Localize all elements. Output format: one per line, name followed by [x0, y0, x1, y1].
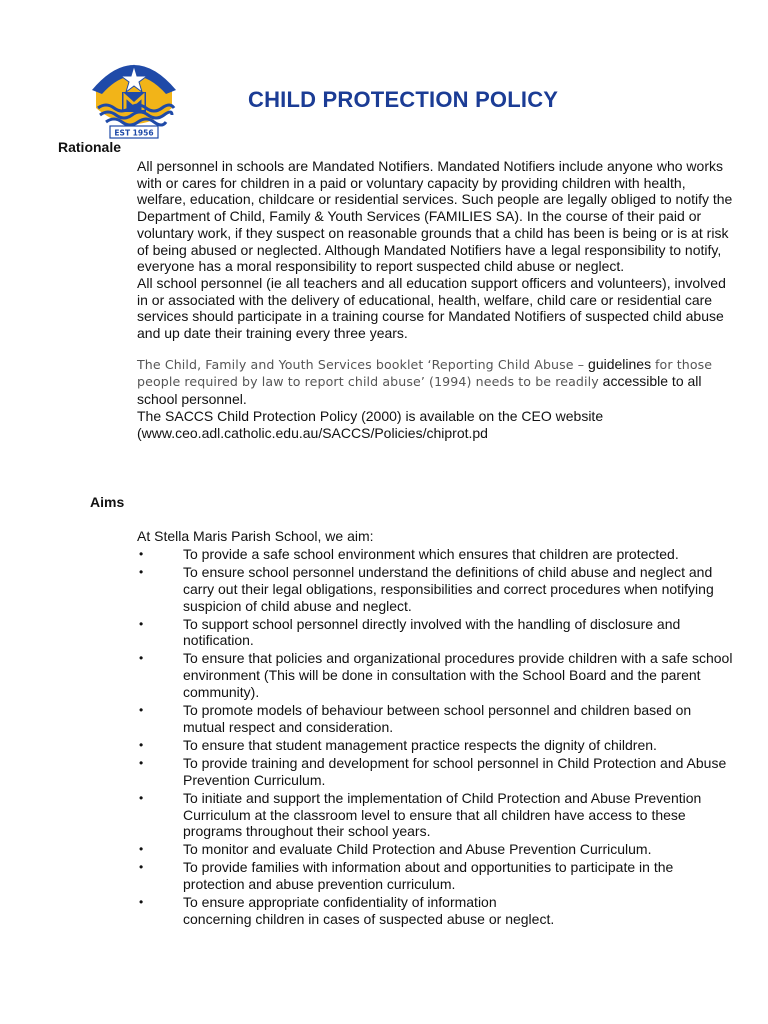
aims-item-text: To provide training and development for school personnel in Child Protection and Abuse Prevention Curriculum. — [183, 754, 727, 788]
aims-item-text: To support school personnel directly involved with the handling of disclosure and notification. — [183, 615, 681, 649]
bullet-icon: • — [139, 546, 144, 561]
aims-list — [137, 546, 737, 928]
aims-list-item — [137, 894, 737, 928]
stella-maris-crest-icon — [86, 50, 182, 142]
aims-list-item — [137, 564, 737, 615]
booklet-text-4: accessible to all school personnel. — [137, 373, 702, 408]
aims-item-text: To initiate and support the implementation of Child Protection and Abuse Prevention Curriculum at the classroom level to ensure that all children have access to these programs throughout their school years. — [183, 789, 702, 840]
aims-list-item — [137, 702, 737, 736]
bullet-icon: • — [139, 564, 144, 579]
aims-item-text: To ensure school personnel understand the definitions of child abuse and neglect and carry out their legal obligations, responsibilities and correct procedures when notifying suspicion of child abuse and neglect. — [183, 563, 714, 614]
aims-list-item — [137, 650, 737, 701]
aims-item-text: To monitor and evaluate Child Protection and Abuse Prevention Curriculum. — [183, 841, 652, 858]
page-title: CHILD PROTECTION POLICY — [248, 87, 559, 112]
bullet-icon: • — [139, 895, 144, 910]
aims-section — [137, 528, 737, 929]
rationale-booklet-paragraph — [137, 356, 737, 408]
logo-est-text: EST 1956 — [114, 128, 154, 138]
rationale-paragraph-1: All personnel in schools are Mandated Notifiers. Mandated Notifiers include anyone who works with or cares for children in a paid or voluntary capacity by providing children with health, welfare, education, childcare or residential services. Such people are legally obliged to notify the Department of Child, Family & Youth Services (FAMILIES SA). In the course of their paid or voluntary work, if they suspect on reasonable grounds that a child has been is being or is at risk of being abused or neglected. Although Mandated Notifiers have a legal responsibility to notify, everyone has a moral responsibility to report suspected child abuse or neglect. — [137, 158, 733, 275]
aims-item-text: To promote models of behaviour between school personnel and children based on mutual respect and consideration. — [183, 702, 692, 735]
aims-item-text-line-1: To ensure appropriate confidentiality of information — [183, 894, 497, 911]
aims-item-text: To ensure that student management practice respects the dignity of children. — [183, 736, 657, 753]
aims-item-text: To ensure that policies and organizational procedures provide children with a safe school environment (This will be done in consultation with the School Board and the parent community). — [183, 650, 733, 701]
rationale-heading: Rationale — [58, 139, 122, 155]
school-logo — [86, 50, 182, 142]
bullet-icon: • — [139, 860, 144, 875]
aims-intro: At Stella Maris Parish School, we aim: — [137, 528, 374, 544]
aims-list-item — [137, 755, 737, 789]
booklet-text-1: The Child, Family and Youth Services booklet ‘Reporting Child Abuse – — [137, 356, 585, 372]
aims-item-text: To provide a safe school environment which ensures that children are protected. — [183, 545, 679, 562]
aims-list-item — [137, 841, 737, 858]
booklet-text-3: for those people required by law to report child abuse’ (1994) needs to be readily — [137, 356, 713, 390]
aims-list-item — [137, 616, 737, 650]
aims-list-item — [137, 546, 737, 563]
bullet-icon: • — [139, 842, 144, 857]
bullet-icon: • — [139, 616, 144, 631]
aims-list-item — [137, 790, 737, 841]
aims-item-text: To provide families with information about and opportunities to participate in the protection and abuse prevention curriculum. — [183, 859, 674, 893]
aims-list-item — [137, 737, 737, 754]
aims-item-text-line-2: concerning children in cases of suspected abuse or neglect. — [183, 910, 555, 927]
aims-list-item — [137, 859, 737, 893]
booklet-text-2: guidelines — [584, 355, 655, 372]
aims-heading: Aims — [90, 494, 125, 510]
bullet-icon: • — [139, 790, 144, 805]
logo-name-text: STELLA MARIS — [95, 50, 173, 79]
bullet-icon: • — [139, 651, 144, 666]
bullet-icon: • — [139, 755, 144, 770]
rationale-paragraph-2: All school personnel (ie all teachers and all education support officers and volunteers), involved in or associated with the delivery of educational, health, welfare, child care or residential care services should participate in a training course for Mandated Notifiers of suspected child abuse and up date their training every three years. — [137, 274, 726, 342]
rationale-section — [137, 158, 737, 441]
bullet-icon: • — [139, 703, 144, 718]
rationale-saccs-paragraph: The SACCS Child Protection Policy (2000) is available on the CEO website (www.ceo.adl.catholic.edu.au/SACCS/Policies/chiprot.pd — [137, 407, 604, 441]
bullet-icon: • — [139, 737, 144, 752]
